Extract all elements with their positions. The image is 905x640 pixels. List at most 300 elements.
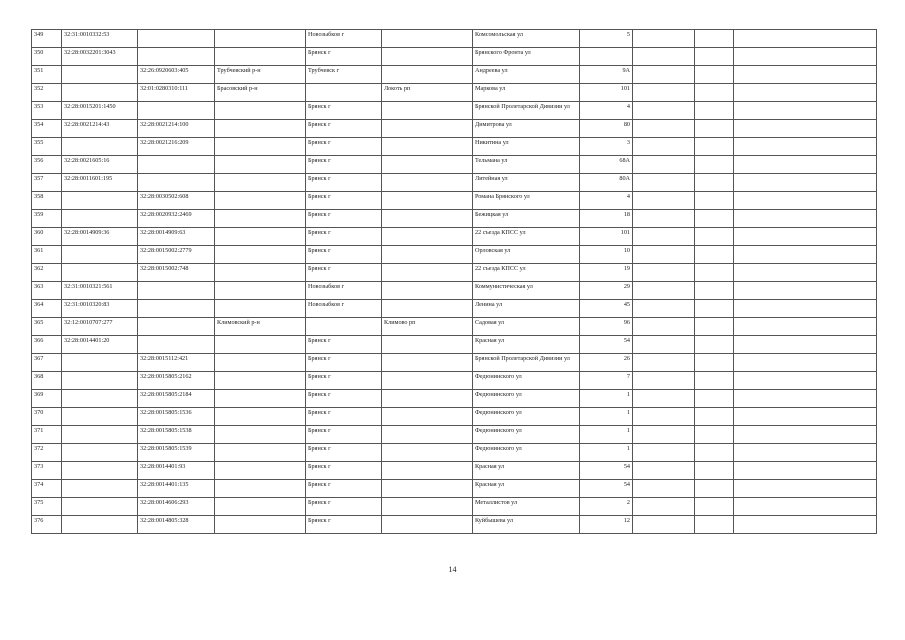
extra-col-2-cell (695, 228, 734, 246)
street-cell: Федюнинского ул (473, 372, 580, 390)
extra-col-2-cell (695, 264, 734, 282)
table-row (32, 102, 877, 120)
cadastral-number-building-cell (138, 30, 215, 48)
extra-col-2-cell (695, 498, 734, 516)
city-cell: Новозыбков г (306, 300, 382, 318)
settlement-cell (382, 156, 473, 174)
house-number-cell: 1 (580, 444, 633, 462)
settlement-cell (382, 228, 473, 246)
district-cell: Брасовский р-н (215, 84, 306, 102)
table-row (32, 354, 877, 372)
district-cell (215, 462, 306, 480)
table-row (32, 336, 877, 354)
street-cell: Бежицкая ул (473, 210, 580, 228)
street-cell: Федюнинского ул (473, 444, 580, 462)
house-number-cell: 101 (580, 228, 633, 246)
settlement-cell (382, 264, 473, 282)
extra-col-1-cell (633, 318, 695, 336)
row-number-cell: 350 (32, 48, 62, 66)
row-number-cell: 354 (32, 120, 62, 138)
extra-col-2-cell (695, 318, 734, 336)
city-cell: Брянск г (306, 246, 382, 264)
district-cell (215, 138, 306, 156)
settlement-cell (382, 516, 473, 534)
city-cell: Брянск г (306, 156, 382, 174)
district-cell (215, 516, 306, 534)
house-number-cell: 80 (580, 120, 633, 138)
extra-col-2-cell (695, 390, 734, 408)
district-cell (215, 372, 306, 390)
settlement-cell (382, 444, 473, 462)
cadastral-number-land-cell: 32:28:0021605:16 (62, 156, 138, 174)
street-cell: Ленина ул (473, 300, 580, 318)
row-number-cell: 349 (32, 30, 62, 48)
register-table (31, 29, 877, 534)
district-cell (215, 264, 306, 282)
extra-col-1-cell (633, 354, 695, 372)
settlement-cell (382, 336, 473, 354)
extra-col-3-cell (734, 282, 877, 300)
city-cell: Брянск г (306, 498, 382, 516)
cadastral-number-building-cell: 32:01:0280310:111 (138, 84, 215, 102)
street-cell: 22 съезда КПСС ул (473, 264, 580, 282)
district-cell (215, 390, 306, 408)
city-cell: Брянск г (306, 120, 382, 138)
table-row (32, 426, 877, 444)
extra-col-1-cell (633, 336, 695, 354)
district-cell: Трубчевский р-н (215, 66, 306, 84)
cadastral-number-land-cell: 32:28:0014401:20 (62, 336, 138, 354)
extra-col-1-cell (633, 84, 695, 102)
settlement-cell (382, 30, 473, 48)
city-cell (306, 318, 382, 336)
table-row (32, 462, 877, 480)
extra-col-1-cell (633, 210, 695, 228)
cadastral-number-building-cell: 32:28:0014401:93 (138, 462, 215, 480)
cadastral-number-land-cell (62, 462, 138, 480)
district-cell (215, 498, 306, 516)
extra-col-2-cell (695, 516, 734, 534)
settlement-cell (382, 462, 473, 480)
extra-col-3-cell (734, 264, 877, 282)
extra-col-1-cell (633, 264, 695, 282)
extra-col-1-cell (633, 282, 695, 300)
cadastral-number-land-cell (62, 426, 138, 444)
city-cell: Брянск г (306, 354, 382, 372)
extra-col-3-cell (734, 210, 877, 228)
house-number-cell: 4 (580, 192, 633, 210)
row-number-cell: 365 (32, 318, 62, 336)
extra-col-3-cell (734, 66, 877, 84)
city-cell: Брянск г (306, 336, 382, 354)
settlement-cell (382, 390, 473, 408)
settlement-cell (382, 246, 473, 264)
extra-col-3-cell (734, 390, 877, 408)
cadastral-number-land-cell: 32:28:0015201:1450 (62, 102, 138, 120)
city-cell: Брянск г (306, 516, 382, 534)
cadastral-number-building-cell: 32:28:0015112:421 (138, 354, 215, 372)
extra-col-2-cell (695, 372, 734, 390)
district-cell (215, 282, 306, 300)
table-row (32, 228, 877, 246)
extra-col-1-cell (633, 138, 695, 156)
house-number-cell: 54 (580, 480, 633, 498)
cadastral-number-land-cell (62, 390, 138, 408)
cadastral-number-land-cell: 32:28:0011601:195 (62, 174, 138, 192)
cadastral-number-land-cell (62, 210, 138, 228)
cadastral-number-building-cell: 32:28:0021216:209 (138, 138, 215, 156)
settlement-cell (382, 66, 473, 84)
cadastral-number-building-cell (138, 300, 215, 318)
extra-col-2-cell (695, 336, 734, 354)
house-number-cell: 5 (580, 30, 633, 48)
row-number-cell: 352 (32, 84, 62, 102)
cadastral-number-land-cell (62, 372, 138, 390)
street-cell: Тельмана ул (473, 156, 580, 174)
extra-col-2-cell (695, 354, 734, 372)
district-cell: Климовский р-н (215, 318, 306, 336)
house-number-cell: 4 (580, 102, 633, 120)
extra-col-1-cell (633, 372, 695, 390)
page-number: 14 (448, 565, 457, 574)
district-cell (215, 102, 306, 120)
table-row (32, 192, 877, 210)
city-cell: Брянск г (306, 372, 382, 390)
table-row (32, 174, 877, 192)
table-row (32, 408, 877, 426)
city-cell: Брянск г (306, 192, 382, 210)
extra-col-1-cell (633, 192, 695, 210)
row-number-cell: 351 (32, 66, 62, 84)
row-number-cell: 356 (32, 156, 62, 174)
extra-col-3-cell (734, 138, 877, 156)
extra-col-2-cell (695, 444, 734, 462)
district-cell (215, 48, 306, 66)
street-cell: Брянского Фронта ул (473, 48, 580, 66)
table-row (32, 372, 877, 390)
extra-col-2-cell (695, 174, 734, 192)
street-cell: Металлистов ул (473, 498, 580, 516)
house-number-cell: 54 (580, 336, 633, 354)
street-cell: Андреева ул (473, 66, 580, 84)
extra-col-3-cell (734, 174, 877, 192)
table-row (32, 390, 877, 408)
settlement-cell (382, 480, 473, 498)
extra-col-3-cell (734, 408, 877, 426)
cadastral-number-building-cell (138, 318, 215, 336)
extra-col-3-cell (734, 444, 877, 462)
city-cell: Брянск г (306, 426, 382, 444)
extra-col-1-cell (633, 462, 695, 480)
extra-col-1-cell (633, 480, 695, 498)
extra-col-1-cell (633, 408, 695, 426)
district-cell (215, 426, 306, 444)
city-cell: Брянск г (306, 480, 382, 498)
cadastral-number-building-cell: 32:26:0920603:405 (138, 66, 215, 84)
district-cell (215, 174, 306, 192)
house-number-cell: 18 (580, 210, 633, 228)
extra-col-2-cell (695, 426, 734, 444)
cadastral-number-building-cell: 32:28:0021214:100 (138, 120, 215, 138)
extra-col-3-cell (734, 246, 877, 264)
city-cell: Брянск г (306, 264, 382, 282)
settlement-cell (382, 408, 473, 426)
street-cell: Куйбышева ул (473, 516, 580, 534)
street-cell: Димитрова ул (473, 120, 580, 138)
extra-col-3-cell (734, 228, 877, 246)
district-cell (215, 480, 306, 498)
extra-col-3-cell (734, 30, 877, 48)
row-number-cell: 367 (32, 354, 62, 372)
extra-col-1-cell (633, 516, 695, 534)
city-cell: Трубчевск г (306, 66, 382, 84)
extra-col-3-cell (734, 480, 877, 498)
extra-col-2-cell (695, 192, 734, 210)
street-cell: Федюнинского ул (473, 408, 580, 426)
extra-col-3-cell (734, 354, 877, 372)
cadastral-number-land-cell (62, 516, 138, 534)
settlement-cell (382, 498, 473, 516)
cadastral-number-land-cell (62, 408, 138, 426)
cadastral-number-land-cell (62, 354, 138, 372)
extra-col-1-cell (633, 426, 695, 444)
street-cell: Федюнинского ул (473, 426, 580, 444)
extra-col-3-cell (734, 318, 877, 336)
extra-col-2-cell (695, 120, 734, 138)
extra-col-3-cell (734, 462, 877, 480)
cadastral-number-building-cell: 32:28:0030502:608 (138, 192, 215, 210)
row-number-cell: 357 (32, 174, 62, 192)
extra-col-2-cell (695, 30, 734, 48)
settlement-cell (382, 138, 473, 156)
house-number-cell: 1 (580, 408, 633, 426)
cadastral-number-land-cell: 32:31:0010321:561 (62, 282, 138, 300)
cadastral-number-building-cell: 32:28:0015805:1538 (138, 426, 215, 444)
extra-col-2-cell (695, 282, 734, 300)
cadastral-number-land-cell: 32:28:0014909:36 (62, 228, 138, 246)
table-row (32, 210, 877, 228)
house-number-cell: 9А (580, 66, 633, 84)
extra-col-2-cell (695, 408, 734, 426)
extra-col-1-cell (633, 120, 695, 138)
district-cell (215, 300, 306, 318)
street-cell: Федюнинского ул (473, 390, 580, 408)
cadastral-number-building-cell (138, 336, 215, 354)
row-number-cell: 371 (32, 426, 62, 444)
street-cell: Коммунистическая ул (473, 282, 580, 300)
extra-col-3-cell (734, 336, 877, 354)
extra-col-3-cell (734, 156, 877, 174)
table-row (32, 516, 877, 534)
house-number-cell: 1 (580, 390, 633, 408)
extra-col-1-cell (633, 102, 695, 120)
street-cell: Брянской Пролетарской Дивизии ул (473, 354, 580, 372)
extra-col-3-cell (734, 102, 877, 120)
table-row (32, 318, 877, 336)
extra-col-1-cell (633, 48, 695, 66)
extra-col-3-cell (734, 300, 877, 318)
row-number-cell: 363 (32, 282, 62, 300)
cadastral-number-land-cell (62, 264, 138, 282)
house-number-cell: 1 (580, 426, 633, 444)
settlement-cell: Климово рп (382, 318, 473, 336)
district-cell (215, 444, 306, 462)
street-cell: Никитина ул (473, 138, 580, 156)
extra-col-2-cell (695, 84, 734, 102)
extra-col-1-cell (633, 498, 695, 516)
cadastral-number-building-cell: 32:28:0015805:1536 (138, 408, 215, 426)
cadastral-number-land-cell: 32:31:0010332:53 (62, 30, 138, 48)
extra-col-3-cell (734, 192, 877, 210)
cadastral-number-building-cell: 32:28:0015805:2184 (138, 390, 215, 408)
city-cell: Брянск г (306, 210, 382, 228)
cadastral-number-building-cell: 32:28:0014606:293 (138, 498, 215, 516)
settlement-cell (382, 372, 473, 390)
cadastral-number-land-cell: 32:28:0021214:43 (62, 120, 138, 138)
cadastral-number-land-cell (62, 192, 138, 210)
table-row (32, 498, 877, 516)
extra-col-2-cell (695, 138, 734, 156)
settlement-cell (382, 354, 473, 372)
row-number-cell: 364 (32, 300, 62, 318)
table-row (32, 156, 877, 174)
cadastral-number-building-cell: 32:28:0015002:748 (138, 264, 215, 282)
extra-col-1-cell (633, 300, 695, 318)
cadastral-number-land-cell: 32:12:0010707:277 (62, 318, 138, 336)
extra-col-2-cell (695, 246, 734, 264)
extra-col-2-cell (695, 156, 734, 174)
cadastral-number-building-cell (138, 102, 215, 120)
cadastral-number-land-cell (62, 66, 138, 84)
house-number-cell: 10 (580, 246, 633, 264)
table-row (32, 264, 877, 282)
city-cell: Брянск г (306, 102, 382, 120)
row-number-cell: 361 (32, 246, 62, 264)
settlement-cell (382, 48, 473, 66)
street-cell: Литейная ул (473, 174, 580, 192)
settlement-cell (382, 174, 473, 192)
cadastral-number-land-cell (62, 498, 138, 516)
city-cell (306, 84, 382, 102)
city-cell: Брянск г (306, 408, 382, 426)
table-row (32, 246, 877, 264)
extra-col-3-cell (734, 48, 877, 66)
row-number-cell: 372 (32, 444, 62, 462)
cadastral-number-building-cell (138, 48, 215, 66)
cadastral-number-land-cell (62, 138, 138, 156)
extra-col-1-cell (633, 390, 695, 408)
extra-col-2-cell (695, 210, 734, 228)
extra-col-2-cell (695, 300, 734, 318)
row-number-cell: 353 (32, 102, 62, 120)
city-cell: Новозыбков г (306, 282, 382, 300)
street-cell: Комсомольская ул (473, 30, 580, 48)
cadastral-number-building-cell (138, 282, 215, 300)
extra-col-1-cell (633, 156, 695, 174)
district-cell (215, 408, 306, 426)
street-cell: Орловская ул (473, 246, 580, 264)
extra-col-3-cell (734, 84, 877, 102)
cadastral-number-building-cell: 32:28:0014909:63 (138, 228, 215, 246)
house-number-cell: 54 (580, 462, 633, 480)
street-cell: Романа Брянского ул (473, 192, 580, 210)
settlement-cell (382, 210, 473, 228)
cadastral-number-building-cell: 32:28:0015002:2779 (138, 246, 215, 264)
cadastral-number-land-cell (62, 246, 138, 264)
row-number-cell: 355 (32, 138, 62, 156)
row-number-cell: 359 (32, 210, 62, 228)
row-number-cell: 370 (32, 408, 62, 426)
city-cell: Брянск г (306, 48, 382, 66)
cadastral-number-building-cell: 32:28:0015805:2162 (138, 372, 215, 390)
extra-col-1-cell (633, 66, 695, 84)
city-cell: Брянск г (306, 444, 382, 462)
table-row (32, 282, 877, 300)
city-cell: Новозыбков г (306, 30, 382, 48)
district-cell (215, 192, 306, 210)
street-cell: Красная ул (473, 462, 580, 480)
cadastral-number-building-cell: 32:28:0014401:135 (138, 480, 215, 498)
house-number-cell: 45 (580, 300, 633, 318)
extra-col-3-cell (734, 426, 877, 444)
street-cell: Маркова ул (473, 84, 580, 102)
district-cell (215, 210, 306, 228)
city-cell: Брянск г (306, 174, 382, 192)
table-row (32, 300, 877, 318)
house-number-cell: 3 (580, 138, 633, 156)
row-number-cell: 369 (32, 390, 62, 408)
extra-col-1-cell (633, 174, 695, 192)
table-row (32, 480, 877, 498)
house-number-cell: 96 (580, 318, 633, 336)
cadastral-number-building-cell: 32:28:0015805:1539 (138, 444, 215, 462)
extra-col-3-cell (734, 120, 877, 138)
table-body (32, 30, 877, 534)
district-cell (215, 336, 306, 354)
settlement-cell (382, 300, 473, 318)
extra-col-2-cell (695, 66, 734, 84)
house-number-cell: 101 (580, 84, 633, 102)
district-cell (215, 30, 306, 48)
house-number-cell: 7 (580, 372, 633, 390)
district-cell (215, 120, 306, 138)
table-row (32, 66, 877, 84)
cadastral-number-land-cell: 32:31:0010320:83 (62, 300, 138, 318)
street-cell: Красная ул (473, 336, 580, 354)
cadastral-number-land-cell (62, 444, 138, 462)
settlement-cell: Локоть рп (382, 84, 473, 102)
settlement-cell (382, 120, 473, 138)
settlement-cell (382, 102, 473, 120)
city-cell: Брянск г (306, 228, 382, 246)
district-cell (215, 156, 306, 174)
cadastral-number-building-cell (138, 156, 215, 174)
cadastral-number-building-cell: 32:28:0020932:2469 (138, 210, 215, 228)
extra-col-1-cell (633, 444, 695, 462)
table-row (32, 84, 877, 102)
street-cell: Садовая ул (473, 318, 580, 336)
table-row (32, 30, 877, 48)
street-cell: Красная ул (473, 480, 580, 498)
house-number-cell: 29 (580, 282, 633, 300)
table-row (32, 120, 877, 138)
city-cell: Брянск г (306, 390, 382, 408)
extra-col-2-cell (695, 480, 734, 498)
extra-col-1-cell (633, 30, 695, 48)
house-number-cell (580, 48, 633, 66)
extra-col-2-cell (695, 48, 734, 66)
street-cell: Брянской Пролетарской Дивизии ул (473, 102, 580, 120)
